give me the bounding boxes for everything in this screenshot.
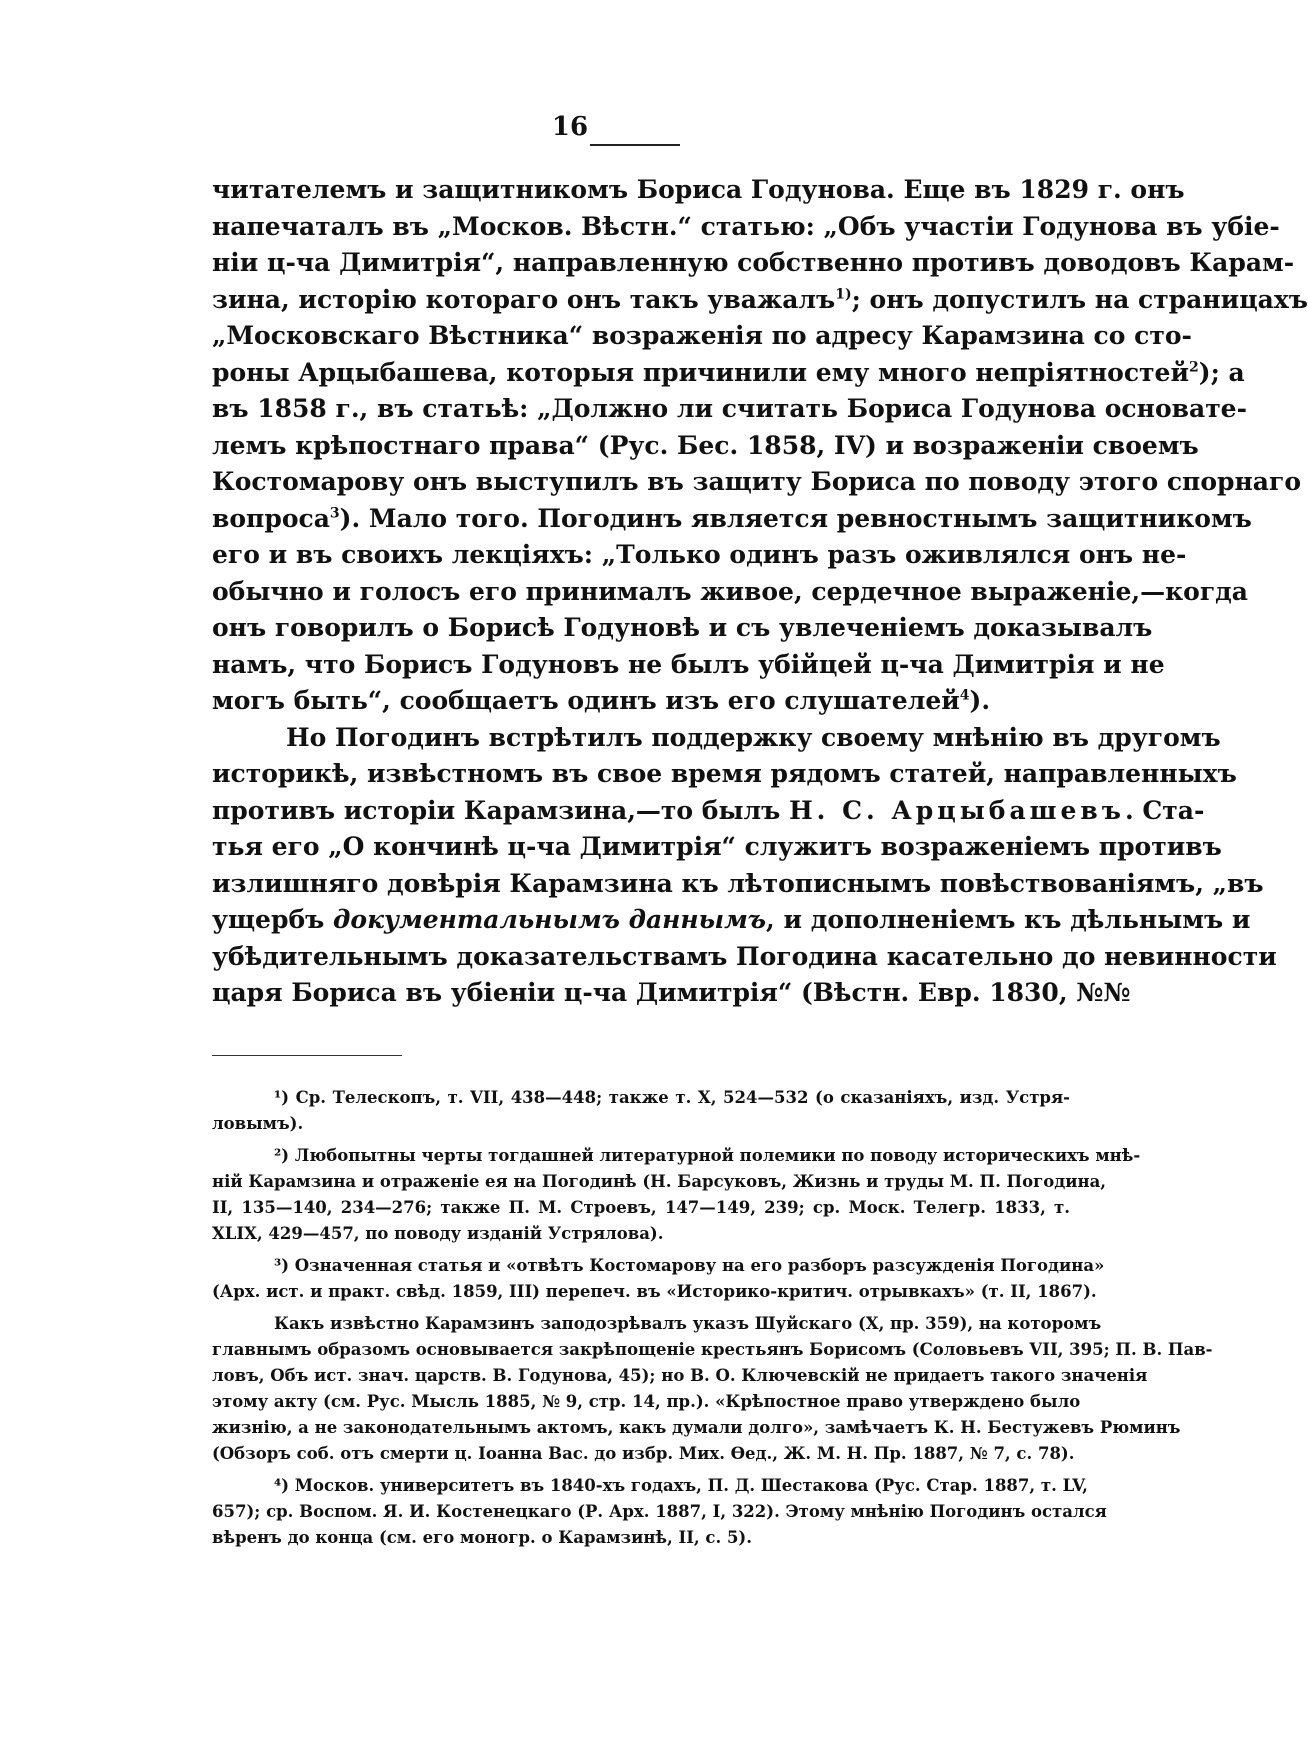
- text-line: вопроса$^3$). Мало того. Погодинъ является ревностнымъ защитникомъ: [212, 503, 1252, 533]
- footnote-line: XLIX, 429—457, по поводу изданій Устрялова).: [212, 1224, 664, 1243]
- text-line: обычно и голосъ его принималъ живое, сердечное выраженіе,—когда: [212, 576, 1248, 606]
- footnote-line: ¹) Ср. Телескопъ, т. VII, 438—448; также т. X, 524—532 (о сказаніяхъ, изд. Устря-: [274, 1088, 1070, 1107]
- text-line: лемъ крѣпостнаго права“ (Рус. Бес. 1858, IV) и возраженіи своемъ: [212, 430, 1199, 460]
- footnote-ref-2: 2: [1189, 359, 1199, 376]
- footnote-ref-4: 4: [959, 687, 970, 704]
- page-number-rule: [590, 144, 680, 146]
- footnotes: [212, 1085, 1213, 1551]
- text-line: историкѣ, извѣстномъ въ свое время рядомъ статей, направленныхъ: [212, 759, 1237, 788]
- text-line: намъ, что Борисъ Годуновъ не былъ убійцей ц-ча Димитрія и не: [212, 649, 1165, 679]
- text-line: излишняго довѣрія Карамзина къ лѣтописнымъ повѣствованіямъ, „въ: [212, 868, 1264, 898]
- text-line: царя Бориса въ убіеніи ц-ча Димитрія“ (Вѣстн. Евр. 1830, №№: [212, 978, 1131, 1007]
- text-line: могъ быть“, сообщаетъ одинъ изъ его слушателей$^4$).: [212, 686, 991, 715]
- italic-phrase: документальнымъ даннымъ: [333, 905, 767, 934]
- text-line: роны Арцыбашева, которыя причинили ему много непріятностей$^2$); а: [212, 357, 1245, 387]
- footnote-separator: [212, 1055, 402, 1056]
- text-line: убѣдительнымъ доказательствамъ Погодина касательно до невинности: [212, 941, 1277, 971]
- footnote-line: ⁴) Москов. университетъ въ 1840-хъ годахъ, П. Д. Шестакова (Рус. Стар. 1887, т. LV,: [274, 1476, 1088, 1495]
- footnote-line: главнымъ образомъ основывается закрѣпощеніе крестьянъ Борисомъ (Соловьевъ VII, 395; П. В. Пав-: [212, 1340, 1213, 1359]
- text-line: его и въ своихъ лекціяхъ: „Только одинъ разъ оживлялся онъ не-: [212, 540, 1187, 569]
- text-line: „Московскаго Вѣстника“ возраженія по адресу Карамзина со сто-: [212, 321, 1192, 350]
- text-line: читателемъ и защитникомъ Бориса Годунова. Еще въ 1829 г. онъ: [212, 175, 1185, 204]
- footnote-line: (Арх. ист. и практ. свѣд. 1859, III) перепеч. въ «Историко-критич. отрывкахъ» (т. II, 1867).: [212, 1282, 1097, 1301]
- text-line: Но Погодинъ встрѣтилъ поддержку своему мнѣнію въ другомъ: [286, 722, 1221, 752]
- text-line: Костомарову онъ выступилъ въ защиту Бориса по поводу этого спорнаго: [212, 467, 1302, 496]
- footnote-line: (Обзоръ соб. отъ смерти ц. Іоанна Вас. до избр. Мих. Ѳед., Ж. М. Н. Пр. 1887, № 7, с. 78).: [212, 1444, 1075, 1463]
- text-line: тья его „О кончинѣ ц-ча Димитрія“ служитъ возраженіемъ противъ: [212, 832, 1222, 861]
- footnote-line: ³) Означенная статья и «отвѣтъ Костомарову на его разборъ разсужденія Погодина»: [274, 1256, 1105, 1275]
- footnote-line: ній Карамзина и отраженіе ея на Погодинѣ (Н. Барсуковъ, Жизнь и труды М. П. Погодина,: [212, 1172, 1107, 1191]
- text-line: ущербъ документальнымъ даннымъ, и дополненіемъ къ дѣльнымъ и: [212, 905, 1251, 934]
- text-line: въ 1858 г., въ статьѣ: „Должно ли считать Бориса Годунова основате-: [212, 394, 1247, 423]
- footnote-ref-1: 1): [835, 286, 852, 303]
- footnote-line: ловъ, Объ ист. знач. царств. В. Годунова, 45); но В. О. Ключевскій не придаетъ такого значенія: [212, 1366, 1148, 1385]
- footnote-line: II, 135—140, 234—276; также П. М. Строевъ, 147—149, 239; ср. Моск. Телегр. 1833, т.: [212, 1198, 1070, 1217]
- main-text: [212, 172, 1308, 1012]
- footnote-line: Какъ извѣстно Карамзинъ заподозрѣвалъ указъ Шуйскаго (X, пр. 359), на которомъ: [274, 1314, 1102, 1333]
- footnote-line: вѣренъ до конца (см. его моногр. о Карамзинѣ, II, с. 5).: [212, 1528, 752, 1547]
- footnote-line: 657); ср. Воспом. Я. И. Костенецкаго (Р. Арх. 1887, I, 322). Этому мнѣнію Погодинъ остался: [212, 1502, 1107, 1521]
- footnote-line: этому акту (см. Рус. Мысль 1885, № 9, стр. 14, пр.). «Крѣпостное право утверждено было: [212, 1392, 1081, 1411]
- author-name-spaced: Н. С. Арцыбашевъ: [789, 795, 1125, 825]
- text-line: противъ исторіи Карамзина,—то былъ Н. С. Арцыбашевъ. Ста-: [212, 795, 1205, 825]
- page-number: 16: [551, 112, 589, 142]
- footnote-line: ловымъ).: [212, 1114, 304, 1133]
- text-line: ніи ц-ча Димитрія“, направленную собственно противъ доводовъ Карам-: [212, 248, 1295, 277]
- footnote-line: жизнію, а не законодательнымъ актомъ, какъ думали долго», замѣчаетъ К. Н. Бестужевъ Рюминъ: [212, 1418, 1181, 1437]
- text-line: зина, исторію котораго онъ такъ уважалъ$^{1)}$; онъ допустилъ на страницахъ: [212, 284, 1308, 314]
- footnote-ref-3: 3: [329, 505, 340, 522]
- footnote-line: ²) Любопытны черты тогдашней литературной полемики по поводу историческихъ мнѣ-: [274, 1146, 1141, 1165]
- text-line: онъ говорилъ о Борисѣ Годуновѣ и съ увлеченіемъ доказывалъ: [212, 613, 1153, 642]
- text-line: напечаталъ въ „Москов. Вѣстн.“ статью: „Объ участіи Годунова въ убіе-: [212, 211, 1280, 241]
